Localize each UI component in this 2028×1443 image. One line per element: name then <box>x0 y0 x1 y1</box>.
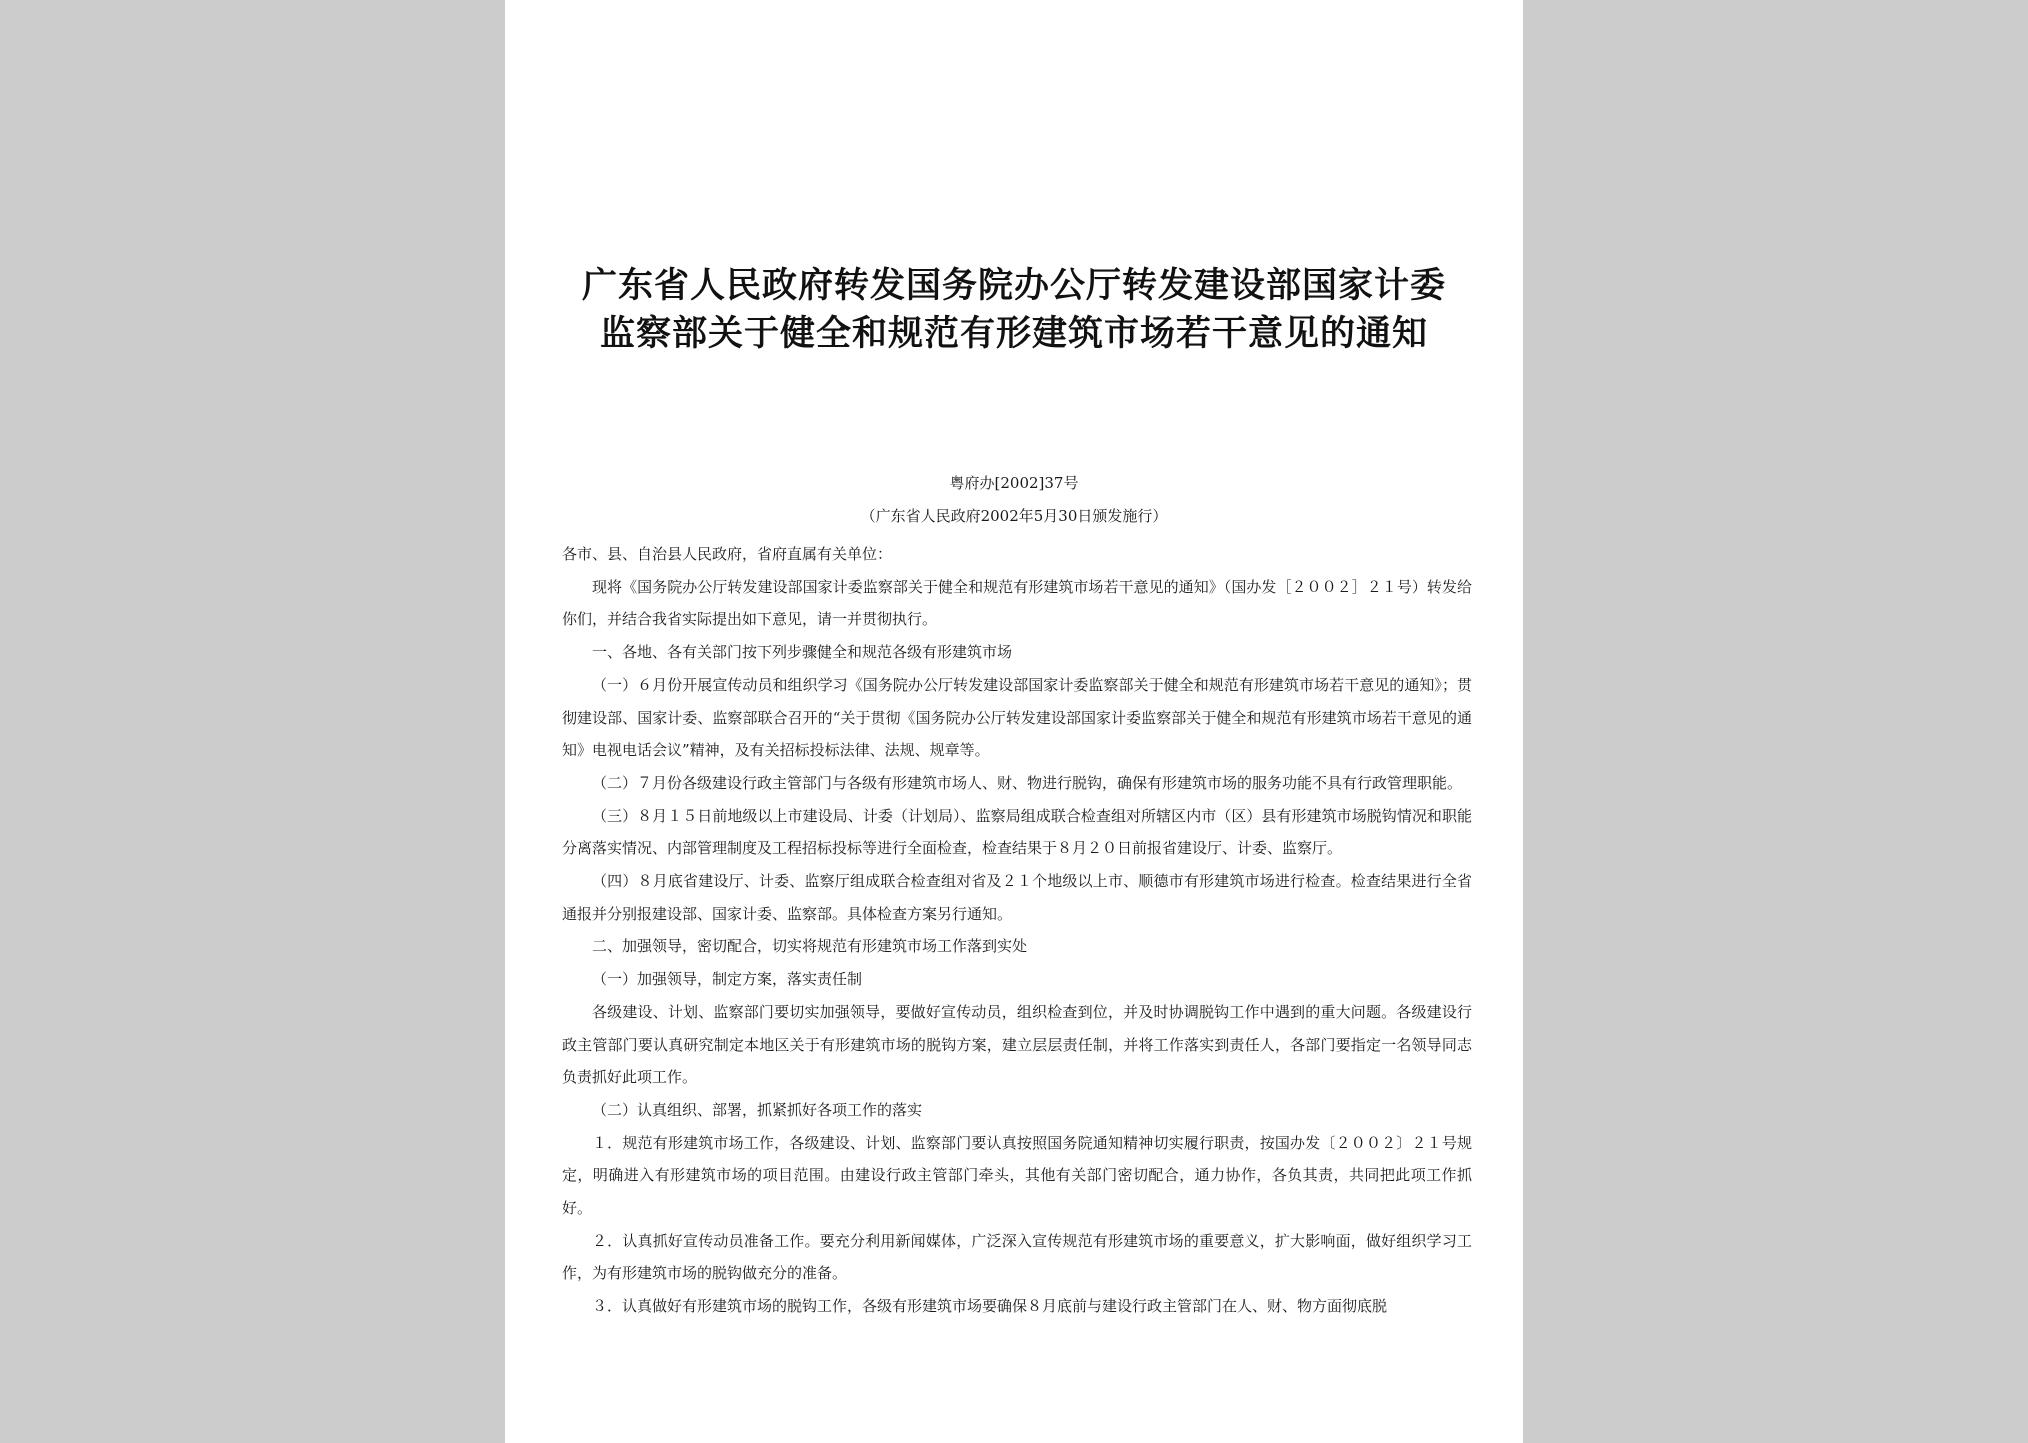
subsection-heading: （二）认真组织、部署，抓紧抓好各项工作的落实 <box>592 1100 923 1119</box>
body-paragraph: （四）８月底省建设厅、计委、监察厅组成联合检查组对省及２１个地级以上市、顺德市有形建筑市场进行检查。检查结果进行全省通报并分别报建设部、国家计委、监察部。具体检查方案另行通知。 <box>562 872 1472 923</box>
body-paragraph: （二）７月份各级建设行政主管部门与各级有形建筑市场人、财、物进行脱钩，确保有形建筑市场的服务功能不具有行政管理职能。 <box>592 773 1463 792</box>
subsection-heading: （一）加强领导，制定方案，落实责任制 <box>592 970 863 989</box>
title-line-2: 监察部关于健全和规范有形建筑市场若干意见的通知 <box>599 314 1428 354</box>
section-heading: 一、各地、各有关部门按下列步骤健全和规范各级有形建筑市场 <box>592 643 1013 662</box>
title-line-1: 广东省人民政府转发国务院办公厅转发建设部国家计委 <box>581 266 1446 306</box>
issue-date-note: （广东省人民政府2002年5月30日颁发施行） <box>860 507 1168 525</box>
document-number: 粤府办[2002]37号 <box>949 474 1079 492</box>
document-body <box>562 538 1472 1323</box>
body-paragraph: （一）６月份开展宣传动员和组织学习《国务院办公厅转发建设部国家计委监察部关于健全和规范有形建筑市场若干意见的通知》；贯彻建设部、国家计委、监察部联合召开的“关于贯彻《国务院办公厅转发建设部国家计委监察部关于健全和规范有形建筑市场若干意见的通知》电视电话会议”精神，及有关招标投标法律、法规、规章等。 <box>562 675 1472 760</box>
body-paragraph: 各级建设、计划、监察部门要切实加强领导，要做好宣传动员，组织检查到位，并及时协调脱钩工作中遇到的重大问题。各级建设行政主管部门要认真研究制定本地区关于有形建筑市场的脱钩方案，建立层层责任制，并将工作落实到责任人，各部门要指定一名领导同志负责抓好此项工作。 <box>562 1002 1472 1087</box>
document-page <box>505 0 1523 1443</box>
body-paragraph: （三）８月１５日前地级以上市建设局、计委（计划局）、监察局组成联合检查组对所辖区内市（区）县有形建筑市场脱钩情况和职能分离落实情况、内部管理制度及工程招标投标等进行全面检查，检查结果于８月２０日前报省建设厅、计委、监察厅。 <box>562 806 1472 858</box>
section-heading: 二、加强领导，密切配合，切实将规范有形建筑市场工作落到实处 <box>592 937 1028 956</box>
addressee-paragraph: 各市、县、自治县人民政府，省府直属有关单位： <box>562 545 893 563</box>
body-paragraph: ３．认真做好有形建筑市场的脱钩工作，各级有形建筑市场要确保８月底前与建设行政主管部门在人、财、物方面彻底脱 <box>592 1297 1388 1316</box>
document-title <box>505 262 1523 358</box>
body-paragraph: ２．认真抓好宣传动员准备工作。要充分利用新闻媒体，广泛深入宣传规范有形建筑市场的重要意义，扩大影响面，做好组织学习工作，为有形建筑市场的脱钩做充分的准备。 <box>562 1231 1472 1283</box>
body-paragraph: 现将《国务院办公厅转发建设部国家计委监察部关于健全和规范有形建筑市场若干意见的通知》（国办发［２００２］２１号）转发给你们，并结合我省实际提出如下意见，请一并贯彻执行。 <box>562 577 1472 629</box>
body-paragraph: １．规范有形建筑市场工作，各级建设、计划、监察部门要认真按照国务院通知精神切实履行职责，按国办发〔２００２〕２１号规定，明确进入有形建筑市场的项目范围。由建设行政主管部门牵头，其他有关部门密切配合，通力协作，各负其责，共同把此项工作抓好。 <box>562 1133 1472 1218</box>
